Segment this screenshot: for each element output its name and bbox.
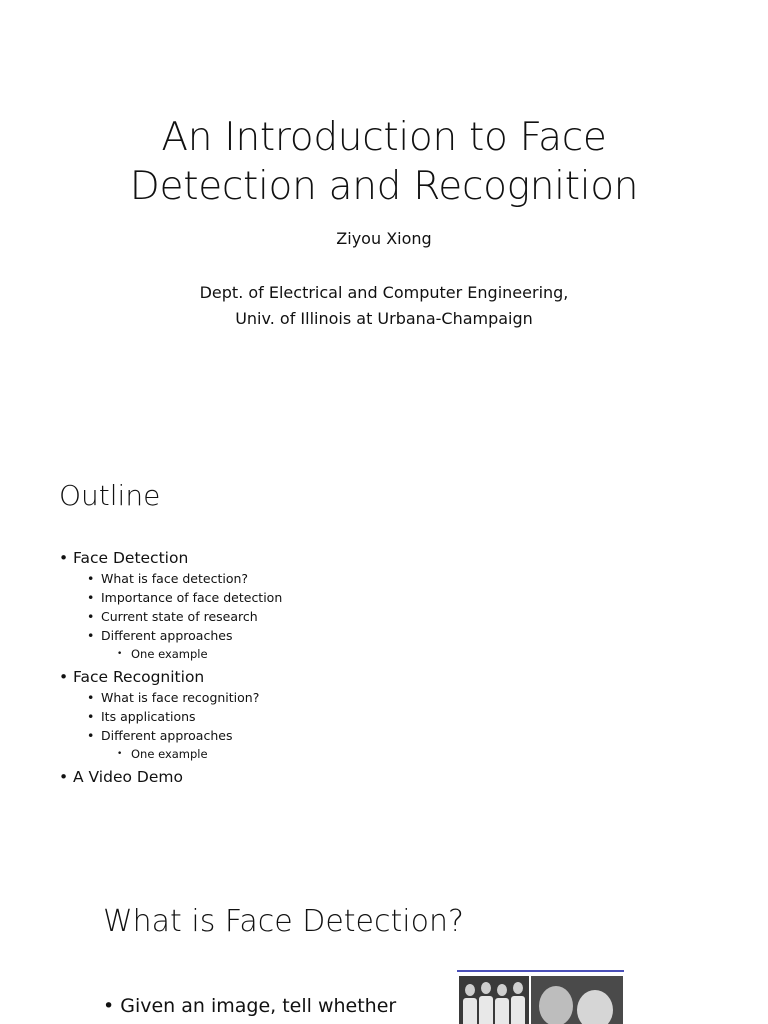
list-item-text: Its applications — [101, 709, 196, 724]
list-item — [59, 645, 282, 663]
title-line-2: Detection and Recognition — [129, 164, 639, 209]
bullet-icon: • — [87, 728, 95, 743]
slide-title: What is Face Detection? — [103, 904, 464, 939]
list-item-text: One example — [131, 747, 208, 761]
title-line-1: An Introduction to Face — [161, 115, 607, 160]
list-item-text: Different approaches — [101, 628, 233, 643]
bullet-icon: • — [103, 995, 115, 1017]
list-item-text: A Video Demo — [73, 768, 183, 786]
list-item — [59, 745, 282, 763]
bullet-icon: • — [117, 749, 123, 759]
affiliation-line-2: Univ. of Illinois at Urbana-Champaign — [235, 309, 533, 328]
face-shape — [513, 982, 523, 994]
list-item-text: Face Recognition — [73, 668, 205, 686]
list-item-text: One example — [131, 647, 208, 661]
list-item-text: Given an image, tell whether — [120, 995, 397, 1017]
list-item — [59, 688, 282, 707]
list-item — [59, 766, 282, 788]
bullet-icon: • — [87, 690, 95, 705]
list-item-text: Current state of research — [101, 609, 258, 624]
group-photo-image — [459, 976, 529, 1024]
bullet-icon: • — [87, 609, 95, 624]
face-shape — [577, 990, 613, 1024]
image-top-rule — [457, 970, 624, 972]
list-item — [59, 569, 282, 588]
body-shape — [463, 998, 477, 1024]
face-shape — [497, 984, 507, 996]
list-item — [59, 607, 282, 626]
face-shape — [465, 984, 475, 996]
list-item-text: What is face detection? — [101, 571, 249, 586]
list-item-text: Importance of face detection — [101, 590, 283, 605]
face-shape — [481, 982, 491, 994]
list-item — [59, 547, 282, 569]
author-name: Ziyou Xiong — [336, 229, 432, 248]
outline-slide — [0, 440, 768, 860]
bullet-icon: • — [87, 628, 95, 643]
bullet-icon: • — [87, 590, 95, 605]
title-slide — [0, 0, 768, 440]
body-shape — [479, 996, 493, 1024]
bullet-icon: • — [87, 709, 95, 724]
list-item-text: What is face recognition? — [101, 690, 260, 705]
bullet-icon: • — [59, 668, 69, 686]
list-item — [103, 993, 396, 1019]
list-item — [59, 726, 282, 745]
list-item — [59, 588, 282, 607]
bullet-icon: • — [59, 768, 69, 786]
presentation-title — [0, 113, 768, 211]
body-shape — [511, 996, 525, 1024]
affiliation — [0, 280, 768, 332]
list-item-text: Different approaches — [101, 728, 233, 743]
list-item — [59, 666, 282, 688]
outline-title: Outline — [59, 479, 161, 512]
bullet-icon: • — [117, 649, 123, 659]
list-item — [59, 626, 282, 645]
portrait-photo-image — [531, 976, 623, 1024]
list-item-text: Face Detection — [73, 549, 189, 567]
bullet-icon: • — [87, 571, 95, 586]
outline-list — [59, 547, 282, 788]
body-shape — [495, 998, 509, 1024]
list-item — [59, 707, 282, 726]
affiliation-line-1: Dept. of Electrical and Computer Engineering, — [199, 283, 569, 302]
bullet-icon: • — [59, 549, 69, 567]
face-detection-slide — [0, 860, 768, 1024]
face-shape — [539, 986, 573, 1024]
